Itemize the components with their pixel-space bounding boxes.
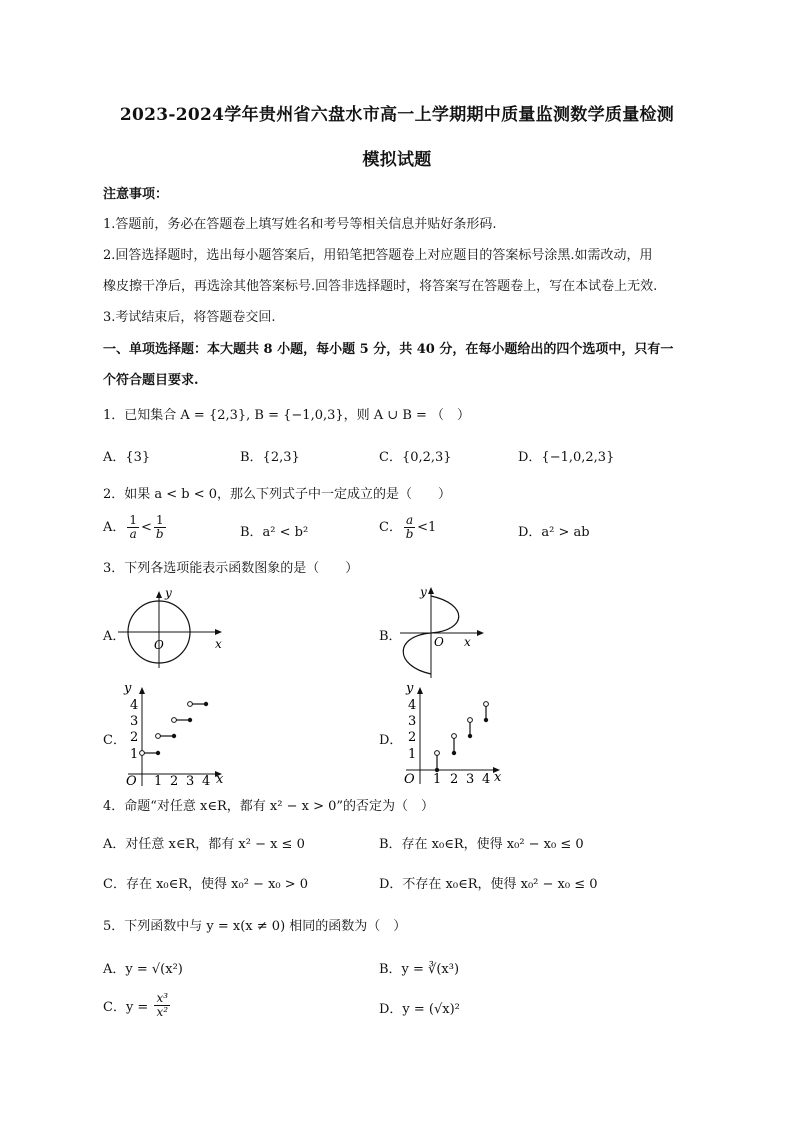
open-point	[484, 702, 489, 707]
q5-option-c-label: C．y =	[103, 1000, 149, 1015]
fraction	[127, 514, 139, 541]
y-tick-label: 4	[408, 698, 417, 713]
q3-graph-b-sine	[398, 582, 498, 678]
paper-title-line1: 2023-2024学年贵州省六盘水市高一上学期期中质量监测数学质量检测	[119, 105, 675, 125]
q1-stem: 1．已知集合 A = {2,3}, B = {−1,0,3}，则 A ∪ B = （ ）	[103, 408, 471, 423]
y-tick-label: 4	[130, 698, 139, 713]
x-label: x	[464, 635, 471, 649]
fraction-num: 1	[129, 513, 138, 527]
open-point	[140, 751, 145, 756]
x-label: x	[494, 770, 502, 785]
q4-option-c: C．存在 x₀∈R，使得 x₀² − x₀ > 0	[103, 877, 309, 892]
q5-option-c	[103, 992, 172, 1019]
open-point	[468, 718, 473, 723]
q3-option-d-label: D．	[379, 733, 403, 748]
q2-option-b: B．a² < b²	[240, 525, 309, 540]
q4-option-a: A．对任意 x∈R，都有 x² − x ≤ 0	[103, 837, 305, 852]
x-label: x	[216, 772, 224, 787]
q5-stem: 5．下列函数中与 y = x(x ≠ 0) 相同的函数为（ ）	[103, 919, 407, 934]
section-heading-cont: 个符合题目要求.	[103, 373, 199, 388]
paper-title-line2: 模拟试题	[362, 150, 432, 170]
x-tick-label: 1	[433, 772, 442, 787]
x-axis-arrow	[215, 629, 222, 635]
x-tick-label: 2	[450, 772, 459, 787]
fraction-den: x²	[156, 1005, 169, 1019]
y-tick-label: 1	[130, 747, 139, 762]
q1-option-a: A．{3}	[103, 450, 151, 465]
q3-option-a-label: A．	[103, 629, 126, 644]
x-axis-arrow	[477, 630, 484, 636]
q5-option-b: B．y = ∛(x³)	[379, 962, 460, 977]
q5-option-d: D．y = (√x)²	[379, 1002, 460, 1017]
fraction	[154, 514, 166, 541]
origin-label: O	[434, 635, 444, 649]
q4-option-b: B．存在 x₀∈R，使得 x₀² − x₀ ≤ 0	[379, 837, 584, 852]
y-label: y	[165, 586, 172, 600]
origin-label: O	[126, 774, 137, 788]
y-tick-label: 2	[130, 730, 139, 745]
q3-graph-d-vertical	[398, 680, 508, 788]
y-axis-arrow	[156, 591, 162, 598]
less-than-one: <1	[417, 520, 437, 535]
q2-option-c-label: C．	[379, 520, 402, 535]
fraction-num: 1	[155, 513, 164, 527]
open-point	[156, 734, 161, 739]
notice-heading: 注意事项：	[103, 187, 169, 202]
closed-point	[484, 718, 488, 722]
y-tick-label: 1	[408, 747, 417, 762]
x-tick-label: 4	[482, 772, 491, 787]
closed-point	[156, 751, 160, 755]
notice-item-2-cont: 橡皮擦干净后，再选涂其他答案标号.回答非选择题时，将答案写在答题卷上，写在本试卷上无效.	[103, 279, 658, 294]
notice-item-2: 2.回答选择题时，选出每小题答案后，用铅笔把答题卷上对应题目的答案标号涂黑.如需改动，用	[103, 248, 653, 263]
y-axis-arrow	[417, 687, 423, 694]
closed-point	[468, 734, 472, 738]
q4-stem: 4．命题“对任意 x∈R，都有 x² − x > 0”的否定为（ ）	[103, 799, 435, 814]
y-label: y	[124, 681, 132, 696]
y-tick-label: 3	[130, 714, 139, 729]
y-tick-label: 3	[408, 714, 417, 729]
q3-graph-c-step	[120, 680, 230, 788]
fraction-num: x³	[156, 991, 169, 1005]
open-point	[452, 734, 457, 739]
q2-option-a	[103, 514, 168, 541]
q3-option-b-label: B．	[379, 629, 402, 644]
y-axis-arrow	[139, 687, 145, 694]
fraction-den: b	[155, 527, 164, 541]
fraction-den: b	[405, 527, 414, 541]
fraction	[404, 514, 415, 541]
x-tick-label: 1	[154, 774, 163, 788]
x-tick-label: 3	[466, 772, 475, 787]
y-axis-arrow	[428, 587, 434, 594]
x-label: x	[215, 637, 222, 651]
open-point	[172, 718, 177, 723]
q3-option-c-label: C．	[103, 733, 126, 748]
less-than: <	[141, 520, 152, 535]
x-tick-label: 3	[186, 774, 195, 788]
open-point	[435, 751, 440, 756]
section-heading: 一、单项选择题：本大题共 8 小题，每小题 5 分，共 40 分，在每小题给出的四个选项中，只有一	[103, 342, 674, 357]
q4-option-d: D．不存在 x₀∈R，使得 x₀² − x₀ ≤ 0	[379, 877, 598, 892]
x-tick-label: 4	[202, 774, 211, 788]
y-label: y	[420, 585, 427, 599]
q2-option-a-label: A．	[103, 520, 126, 535]
q2-option-c	[379, 514, 436, 541]
y-tick-label: 2	[408, 730, 417, 745]
q1-option-c: C．{0,2,3}	[379, 450, 452, 465]
notice-item-1: 1.答题前，务必在答题卷上填写姓名和考号等相关信息并贴好条形码.	[103, 217, 497, 232]
x-tick-label: 2	[170, 774, 179, 788]
fraction-den: a	[129, 527, 137, 541]
origin-label: O	[404, 772, 415, 787]
closed-point	[452, 751, 456, 755]
q5-option-a: A．y = √(x²)	[103, 962, 183, 977]
q3-graph-a-circle	[118, 586, 228, 668]
fraction	[154, 992, 170, 1019]
open-point	[188, 702, 193, 707]
notice-item-3: 3.考试结束后，将答题卷交回.	[103, 310, 276, 325]
origin-label: O	[154, 638, 164, 652]
q1-option-d: D．{−1,0,2,3}	[518, 450, 615, 465]
y-label: y	[406, 681, 414, 696]
q2-stem: 2．如果 a < b < 0，那么下列式子中一定成立的是（ ）	[103, 487, 452, 502]
closed-point	[204, 702, 208, 706]
fraction-num: a	[405, 513, 414, 527]
q3-stem: 3．下列各选项能表示函数图象的是（ ）	[103, 561, 359, 576]
closed-point	[188, 718, 192, 722]
closed-point	[172, 734, 176, 738]
q1-option-b: B．{2,3}	[240, 450, 300, 465]
q2-option-d: D．a² > ab	[518, 525, 590, 540]
